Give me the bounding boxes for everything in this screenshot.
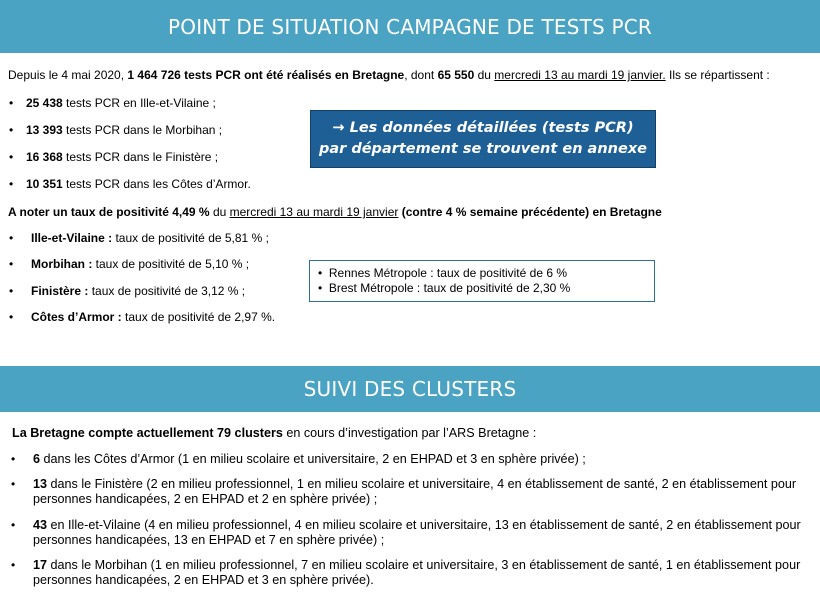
bullet: •	[9, 310, 14, 324]
list-item	[26, 150, 218, 165]
positivity-text: du	[209, 205, 230, 219]
bullet: •	[318, 266, 323, 280]
rate-value: taux de positivité de 2,97 %.	[121, 310, 276, 324]
rate-dept: Morbihan :	[31, 257, 93, 271]
bullet: •	[11, 558, 16, 572]
list-item	[31, 257, 249, 272]
dept-test-label: tests PCR en Ille-et-Vilaine ;	[62, 96, 216, 110]
cluster-count: 17	[33, 558, 48, 572]
cluster-count: 6	[33, 452, 41, 466]
list-item	[31, 231, 269, 246]
positivity-comparison: (contre 4 % semaine précédente) en Bretagne	[398, 205, 662, 219]
cluster-detail: en Ille-et-Vilaine (4 en milieu professionnel, 4 en milieu scolaire et universitaire, 13 en établissement de santé, 2 en établissement pour personnes handicapées, 13 en EHPAD et 7 en sphère privée) ;	[33, 518, 801, 547]
metropole-rate: Brest Métropole : taux de positivité de 2,30 %	[328, 281, 571, 295]
bullet: •	[9, 96, 14, 110]
bullet: •	[9, 177, 14, 191]
clusters-intro	[12, 426, 536, 441]
dept-test-label: tests PCR dans le Morbihan ;	[62, 123, 223, 137]
metropole-rate: Rennes Métropole : taux de positivité de 6 %	[328, 266, 568, 280]
clusters-total: La Bretagne compte actuellement 79 clusters	[12, 426, 283, 440]
section-title-clusters: SUIVI DES CLUSTERS	[303, 377, 517, 401]
cluster-detail: dans le Morbihan (1 en milieu professionnel, 7 en milieu scolaire et universitaire, 3 en établissement de santé, 1 en établissement pour personnes handicapées, 2 en EHPAD et 3 en sphère privée).	[33, 558, 801, 587]
list-item	[26, 177, 251, 192]
rate-dept: Ille-et-Vilaine :	[31, 231, 113, 245]
intro-text: Ils se répartissent :	[665, 68, 770, 82]
positivity-paragraph	[8, 205, 662, 220]
callout-line: → Les données détaillées (tests PCR)	[332, 120, 634, 136]
clusters-intro-text: en cours d’investigation par l’ARS Bretagne :	[282, 426, 537, 440]
intro-text: du	[474, 68, 495, 82]
list-item	[33, 518, 813, 548]
list-item	[31, 310, 275, 325]
callout-line: par département se trouvent en annexe	[318, 141, 648, 157]
cluster-detail: dans les Côtes d’Armor (1 en milieu scolaire et universitaire, 2 en EHPAD et 3 en sphère privée) ;	[40, 452, 586, 466]
rate-dept: Côtes d’Armor :	[31, 310, 122, 324]
dept-test-label: tests PCR dans les Côtes d’Armor.	[62, 177, 251, 191]
positivity-rate: A noter un taux de positivité 4,49 %	[8, 205, 210, 219]
annex-callout-box	[310, 110, 656, 168]
list-item	[318, 266, 654, 281]
rate-dept: Finistère :	[31, 284, 89, 298]
positivity-period: mercredi 13 au mardi 19 janvier	[229, 205, 399, 219]
section-banner-tests	[0, 0, 820, 53]
bullet: •	[318, 281, 323, 295]
list-item	[26, 96, 216, 111]
bullet: •	[11, 452, 16, 466]
bullet: •	[9, 257, 14, 271]
dept-test-label: tests PCR dans le Finistère ;	[62, 150, 219, 164]
list-item	[33, 477, 813, 507]
bullet: •	[11, 477, 16, 491]
intro-text: Depuis le 4 mai 2020,	[8, 68, 128, 82]
cluster-detail: dans le Finistère (2 en milieu professionnel, 1 en milieu scolaire et universitaire, 4 en établissement de santé, 2 en établissement pour personnes handicapées, 2 en EHPAD et 2 en sphère privée) ;	[33, 477, 797, 506]
list-item	[33, 452, 813, 467]
rate-value: taux de positivité de 3,12 % ;	[88, 284, 246, 298]
cluster-count: 13	[33, 477, 48, 491]
rate-value: taux de positivité de 5,81 % ;	[112, 231, 269, 245]
list-item	[33, 558, 813, 588]
bullet: •	[9, 231, 14, 245]
dept-test-count: 13 393	[26, 123, 63, 137]
dept-test-count: 25 438	[26, 96, 63, 110]
intro-total: 1 464 726 tests PCR ont été réalisés en Bretagne	[127, 68, 405, 82]
list-item	[26, 123, 222, 138]
list-item	[318, 281, 654, 296]
bullet: •	[9, 284, 14, 298]
list-item	[31, 284, 245, 299]
bullet: •	[9, 123, 14, 137]
bullet: •	[11, 518, 16, 532]
metropole-rates-box	[309, 260, 655, 302]
section-title-tests: POINT DE SITUATION CAMPAGNE DE TESTS PCR	[168, 14, 652, 39]
rate-value: taux de positivité de 5,10 % ;	[92, 257, 250, 271]
intro-period: mercredi 13 au mardi 19 janvier.	[494, 68, 666, 82]
bullet: •	[9, 150, 14, 164]
cluster-count: 43	[33, 518, 48, 532]
section-banner-clusters	[0, 366, 820, 412]
intro-text: , dont	[404, 68, 438, 82]
dept-test-count: 10 351	[26, 177, 63, 191]
dept-test-count: 16 368	[26, 150, 63, 164]
intro-paragraph	[8, 68, 770, 83]
intro-week-count: 65 550	[437, 68, 475, 82]
